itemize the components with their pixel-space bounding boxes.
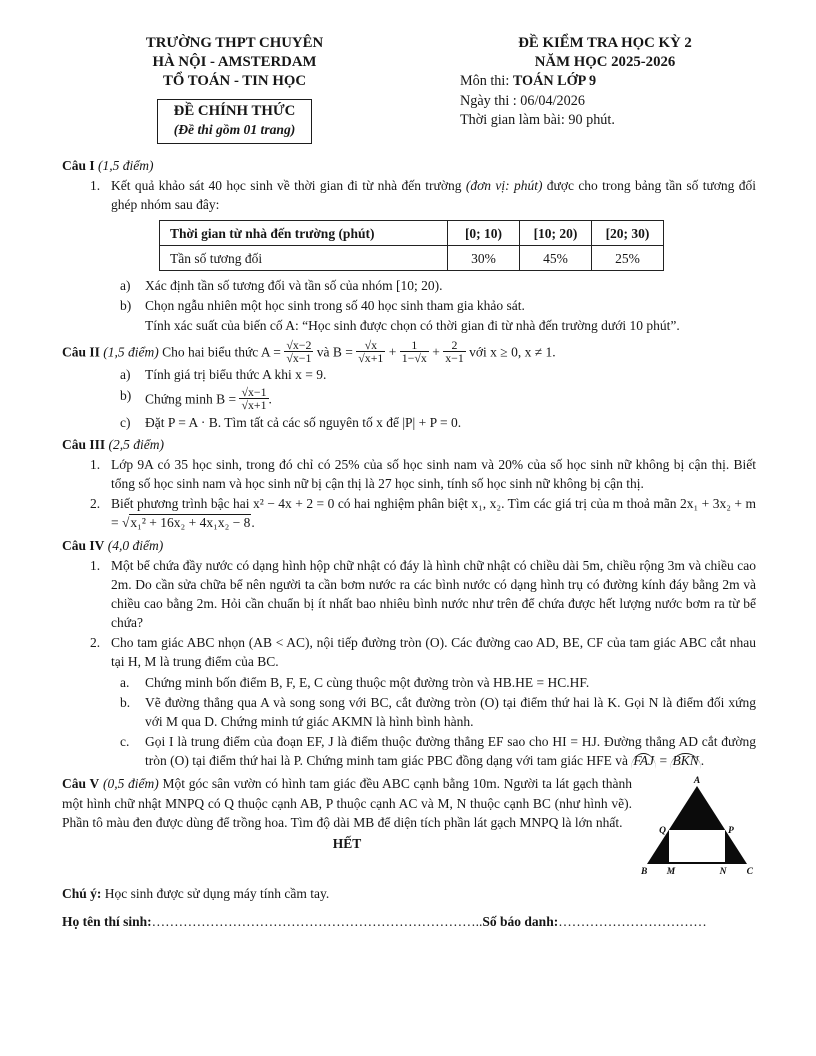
label-p: P [728, 826, 734, 837]
section-cau1 [62, 156, 756, 336]
text-run: . [251, 515, 255, 531]
equals-sign: = [656, 753, 671, 769]
cau1-item1 [62, 176, 756, 214]
triangle-figure-svg [640, 774, 754, 876]
table-cell: [10; 20) [520, 221, 592, 246]
section-cau3 [62, 435, 756, 533]
angle-arc-bkn: BKN [672, 753, 699, 769]
exam-subject-line [454, 72, 756, 91]
cau2-title: Câu II [62, 344, 100, 360]
fraction-a [284, 339, 313, 365]
sub-label: a) [120, 367, 131, 383]
official-exam-box [157, 99, 313, 144]
cau4-sub-c [62, 732, 756, 770]
cau2-sub-a [62, 365, 756, 384]
candidate-name-line [62, 912, 756, 931]
plus-sign: + [428, 344, 444, 360]
fraction-denominator: x−1 [445, 351, 464, 366]
text-run: Cho hai biểu thức A = [162, 344, 285, 360]
fraction-numerator: 1 [400, 339, 429, 352]
school-block [62, 34, 407, 144]
exam-duration: Thời gian làm bài: 90 phút. [460, 111, 615, 128]
text-run: . [268, 391, 272, 407]
dotted-line: …………………………… [558, 913, 707, 929]
text-run: được cho trong bảng tần số tương đối ghép nhóm sau đây: [111, 177, 756, 212]
text-run: Gọi I là trung điểm của đoạn EF, J là điểm thuộc đường thẳng EF sao cho HI = HJ. Đường thẳng AD cắt đường tròn (O) tại điểm thứ hai là P. Chứng minh tam giác PBC đồng dạng với tam giác HFE và [145, 734, 756, 769]
label-a: A [693, 776, 701, 787]
official-exam-label: ĐỀ CHÍNH THỨC [173, 102, 296, 119]
plus-sign: + [385, 344, 400, 360]
exam-info-block [454, 34, 756, 130]
cau2-heading-line [62, 339, 756, 365]
exam-date: Ngày thi : 06/04/2026 [460, 92, 585, 109]
square-root [122, 514, 251, 530]
exam-year: NĂM HỌC 2025-2026 [534, 54, 676, 71]
sub-label: c) [120, 414, 131, 430]
fraction-result [239, 386, 268, 412]
item-number: 1. [90, 557, 101, 573]
cau4-item1-text: Một bể chứa đầy nước có dạng hình hộp chữ nhật có đáy là hình chữ nhật có chiều dài 5m, chiều rộng 3m và chiều cao 2m. Do cần sửa chữa bể nên người ta cần bơm nước ra các bình nước có dạng hình trụ có đường kính đáy bằng 2m và chiều cao bằng 2m. Hỏi cần chuẩn bị ít nhất bao nhiêu bình nước như trên để chứa được hết lượng nước bơm ra từ bể chứa? [111, 557, 756, 631]
cau1-sub-b-cont: Tính xác suất của biến cố A: “Học sinh được chọn có thời gian đi từ nhà đến trường dưới 10 phút”. [145, 318, 680, 334]
cau5-title: Câu V [62, 776, 100, 792]
cau4-item2 [62, 633, 756, 671]
fraction-denominator: √x−1 [286, 351, 312, 366]
sub-label: b) [120, 298, 132, 314]
end-marker: HẾT [332, 835, 362, 851]
cau4-sub-a [62, 673, 756, 692]
cau4-sub-c-text [145, 732, 756, 770]
table-row [160, 221, 664, 246]
label-q: Q [659, 826, 666, 837]
cau1-sub-b [62, 296, 756, 315]
cau2-sub-c [62, 413, 756, 432]
cau5-figure [640, 774, 756, 881]
section-cau2 [62, 339, 756, 432]
cau4-sub-b-text: Vẽ đường thẳng qua A và song song với BC, cắt đường tròn (O) tại điểm thứ hai là K. Gọi N là điểm đối xứng với M qua D. Chứng minh tứ giác AKMN là hình bình hành. [145, 694, 756, 729]
cau3-item1 [62, 455, 756, 493]
sub-label: c. [120, 734, 130, 750]
label-b: B [641, 867, 648, 877]
item-number: 2. [90, 496, 101, 512]
sbd-label: Số báo danh: [482, 913, 559, 929]
label-c: C [746, 867, 753, 877]
sub-label: b. [120, 694, 131, 710]
item-number: 1. [90, 456, 101, 472]
school-dept: TỔ TOÁN - TIN HỌC [162, 73, 307, 90]
table-cell: Thời gian từ nhà đến trường (phút) [160, 221, 448, 246]
sub-label: a) [120, 278, 131, 294]
fraction-denominator: √x+1 [241, 398, 267, 413]
cau1-title: Câu I [62, 157, 95, 173]
exam-title: ĐỀ KIỂM TRA HỌC KỲ 2 [518, 35, 692, 51]
text-run: Biết phương trình bậc hai x² − 4x + 2 = 0 có hai nghiệm phân biệt x₁, x₂. Tìm các giá trị của m thoả mãn 2x₁ + 3x₂ + m = [111, 496, 756, 531]
fraction-b3 [443, 339, 466, 365]
text-run: Kết quả khảo sát 40 học sinh về thời gian đi từ nhà đến trường [111, 177, 466, 193]
exam-body [62, 156, 756, 931]
radicand: x₁² + 16x₂ + 4x₁x₂ − 8 [130, 515, 251, 531]
item-number: 2. [90, 635, 101, 651]
fraction-numerator: √x [356, 339, 385, 352]
label-n: N [719, 867, 727, 877]
cau2-sub-b-text [145, 386, 756, 412]
name-label: Họ tên thí sinh: [62, 913, 152, 929]
cau4-sub-a-text: Chứng minh bốn điểm B, F, E, C cùng thuộc một đường tròn và HB.HE = HC.HF. [145, 674, 590, 690]
dotted-line: ……………………………………………………………….. [151, 913, 483, 929]
exam-header [62, 34, 756, 144]
sub-label: a. [120, 674, 130, 690]
text-run: Chứng minh B = [145, 391, 240, 407]
pages-note: (Đề thi gồm 01 trang) [173, 121, 296, 137]
cau4-title: Câu IV [62, 537, 105, 553]
school-name-line2: HÀ NỘI - AMSTERDAM [152, 54, 317, 71]
school-name-line1: TRƯỜNG THPT CHUYÊN [145, 35, 324, 51]
cau3-heading [62, 435, 756, 454]
table-cell: 45% [520, 246, 592, 271]
note-text: Học sinh được sử dụng máy tính cầm tay. [101, 885, 330, 901]
table-cell: [20; 30) [592, 221, 664, 246]
cau2-sub-b [62, 386, 756, 412]
table-cell: 25% [592, 246, 664, 271]
rectangle-mnpq-shape [669, 830, 725, 862]
frequency-table [159, 220, 664, 271]
table-row [160, 246, 664, 271]
label-m: M [666, 867, 676, 877]
cau1-sub-b-text: Chọn ngẫu nhiên một học sinh trong số 40 học sinh tham gia khảo sát. [145, 298, 525, 314]
note-label: Chú ý: [62, 885, 102, 901]
fraction-numerator: 2 [443, 339, 466, 352]
cau3-points: (2,5 điểm) [108, 436, 165, 452]
table-cell: [0; 10) [448, 221, 520, 246]
cau4-item1 [62, 556, 756, 633]
subject-value: TOÁN LỚP 9 [512, 73, 597, 90]
cau1-sub-a-text: Xác định tần số tương đối và tần số của nhóm [10; 20). [145, 278, 443, 294]
fraction-b1 [356, 339, 385, 365]
text-run: với x ≥ 0, x ≠ 1. [465, 344, 556, 360]
cau2-sub-a-text: Tính giá trị biểu thức A khi x = 9. [145, 367, 327, 383]
cau1-points: (1,5 điểm) [98, 157, 154, 173]
cau2-points: (1,5 điểm) [103, 344, 159, 360]
item-number: 1. [90, 177, 101, 193]
cau2-sub-c-text: Đặt P = A · B. Tìm tất cả các số nguyên tố x để |P| + P = 0. [145, 414, 462, 430]
cau5-points: (0,5 điểm) [102, 776, 159, 792]
fraction-denominator: 1−√x [401, 351, 427, 366]
fraction-numerator: √x−1 [241, 384, 267, 399]
sqrt-sign: √ [122, 515, 130, 531]
cau3-item1-text: Lớp 9A có 35 học sinh, trong đó chỉ có 25% của số học sinh nam và 20% của số học sinh nữ không bị cận thị. Biết tổng số học sinh nam và học sinh nữ bị cận thị là 27 học sinh, tính số học sinh nữ không bị cận thị. [111, 456, 756, 492]
cau1-sub-a [62, 276, 756, 295]
cau4-heading [62, 536, 756, 555]
text-run: và B = [313, 344, 357, 360]
cau4-sub-b [62, 693, 756, 731]
table-cell: Tần số tương đối [160, 246, 448, 271]
cau3-item2-text [111, 494, 756, 532]
table-cell: 30% [448, 246, 520, 271]
sub-label: b) [120, 387, 132, 403]
angle-arc-faj: FAJ [633, 753, 655, 769]
fraction-b2 [400, 339, 429, 365]
section-cau4 [62, 536, 756, 771]
cau3-item2 [62, 494, 756, 532]
text-run: . [700, 753, 705, 769]
cau5-text: Một góc sân vườn có hình tam giác đều ABC cạnh bằng 10m. Người ta lát gạch thành một hình chữ nhật MNPQ có Q thuộc cạnh AB, P thuộc cạnh AC và M, N thuộc cạnh BC (như hình vẽ). Phần tô màu đen được dùng để trồng hoa. Tìm độ dài MB để diện tích phần lát gạch MNPQ là lớn nhất. [62, 776, 633, 830]
calculator-note [62, 884, 756, 903]
section-cau5 [62, 774, 756, 877]
fraction-denominator: √x+1 [358, 351, 384, 366]
cau1-item1-text [111, 176, 756, 214]
fraction-numerator: √x−2 [286, 337, 312, 352]
cau1-heading [62, 156, 756, 175]
cau4-points: (4,0 điểm) [107, 537, 164, 553]
unit-note: (đơn vị: phút) [465, 177, 543, 193]
subject-label: Môn thi: [460, 73, 513, 90]
cau4-item2-text: Cho tam giác ABC nhọn (AB < AC), nội tiếp đường tròn (O). Các đường cao AD, BE, CF của tam giác ABC cắt nhau tại H, M là trung điểm của BC. [111, 635, 756, 670]
cau3-title: Câu III [62, 436, 106, 452]
